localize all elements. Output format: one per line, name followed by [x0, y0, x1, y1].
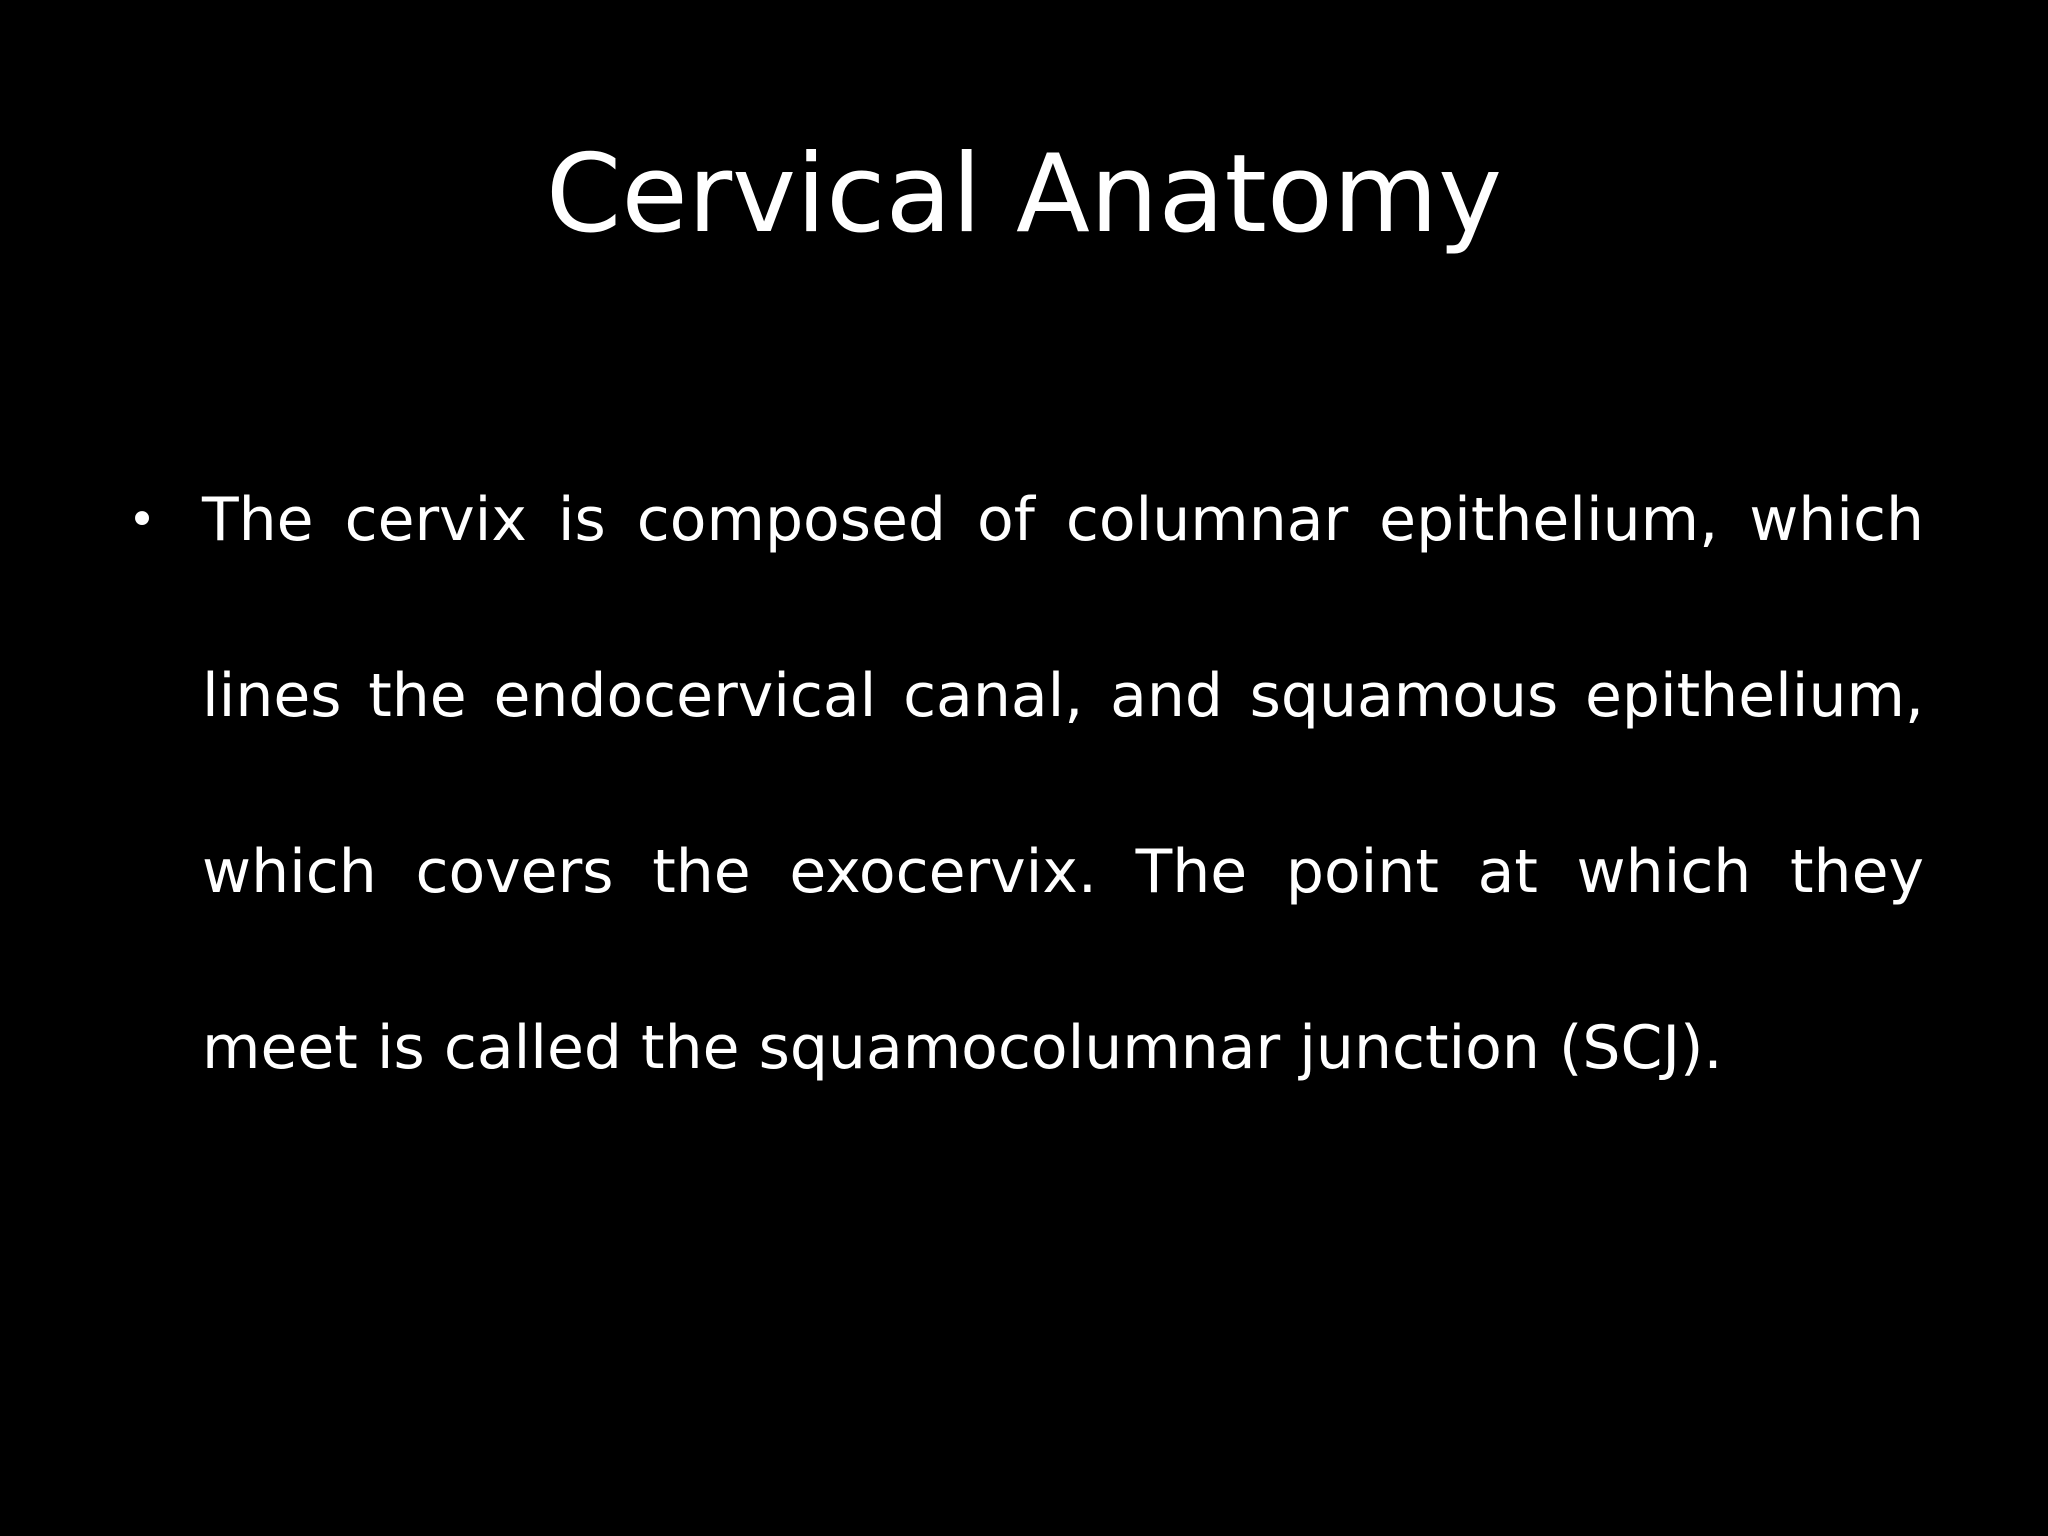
bullet-icon: •	[127, 492, 157, 548]
slide-title: Cervical Anatomy	[545, 132, 1503, 257]
bullet-list	[122, 432, 1922, 1136]
bullet-text: The cervix is composed of columnar epithelium, which lines the endocervical canal, and squamous epithelium, which covers the exocervix. The point at which they meet is called the squamocolumnar junction (SCJ).	[202, 485, 1924, 1083]
bullet-item	[122, 432, 1924, 1136]
